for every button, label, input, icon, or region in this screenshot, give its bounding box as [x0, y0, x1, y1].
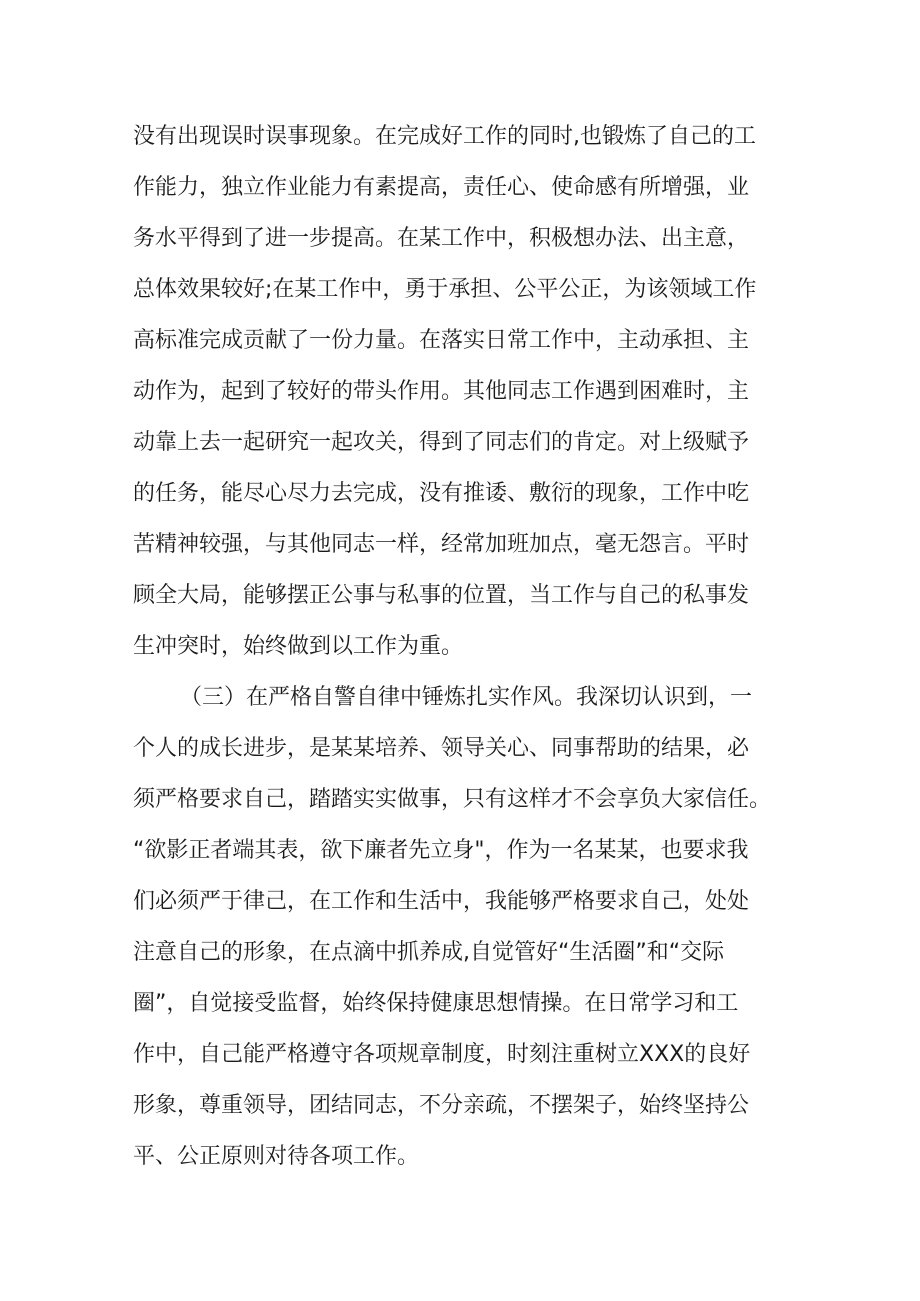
paragraph-line: 总体效果较好;在某工作中，勇于承担、公平公正，为该领域工作: [133, 277, 757, 302]
paragraph-line: 作能力，独立作业能力有素提高，责任心、使命感有所增强，业: [133, 175, 750, 200]
paragraph-line: 圈”，自觉接受监督，始终保持健康思想情操。在日常学习和工: [133, 991, 739, 1016]
paragraph-line: 顾全大局，能够摆正公事与私事的位置，当工作与自己的私事发: [133, 583, 750, 608]
paragraph-line: 作中，自己能严格遵守各项规章制度，时刻注重树立XXX的良好: [133, 1042, 751, 1067]
paragraph-line: 个人的成长进步，是某某培养、领导关心、同事帮助的结果，必: [133, 736, 750, 761]
paragraph-line: 须严格要求自己，踏踏实实做事，只有这样才不会享负大家信任。: [133, 787, 772, 812]
paragraph-line: 没有出现误时误事现象。在完成好工作的同时,也锻炼了自己的工: [133, 124, 756, 149]
paragraph-line: 平、公正原则对待各项工作。: [133, 1144, 420, 1169]
paragraph-line: 生冲突时，始终做到以工作为重。: [133, 634, 464, 659]
section-heading-line: （三）在严格自警自律中锤炼扎实作风。我深切认识到，一: [180, 685, 753, 710]
paragraph-line: 动作为，起到了较好的带头作用。其他同志工作遇到困难时，主: [133, 379, 750, 404]
paragraph-line: “欲影正者端其表，欲下廉者先立身"，作为一名某某，也要求我: [133, 838, 749, 863]
paragraph-line: 高标准完成贡献了一份力量。在落实日常工作中，主动承担、主: [133, 328, 750, 353]
paragraph-line: 苦精神较强，与其他同志一样，经常加班加点，毫无怨言。平时: [133, 532, 750, 557]
paragraph-line: 动靠上去一起研究一起攻关，得到了同志们的肯定。对上级赋予: [133, 430, 750, 455]
paragraph-line: 形象，尊重领导，团结同志，不分亲疏，不摆架子，始终坚持公: [133, 1093, 750, 1118]
paragraph-line: 务水平得到了进一步提高。在某工作中，积极想办法、出主意，: [133, 226, 750, 251]
paragraph-line: 注意自己的形象，在点滴中抓养成,自觉管好“生活圈”和“交际: [133, 940, 725, 965]
paragraph-line: 的任务，能尽心尽力去完成，没有推诿、敷衍的现象，工作中吃: [133, 481, 750, 506]
paragraph-line: 们必须严于律己，在工作和生活中，我能够严格要求自己，处处: [133, 889, 750, 914]
